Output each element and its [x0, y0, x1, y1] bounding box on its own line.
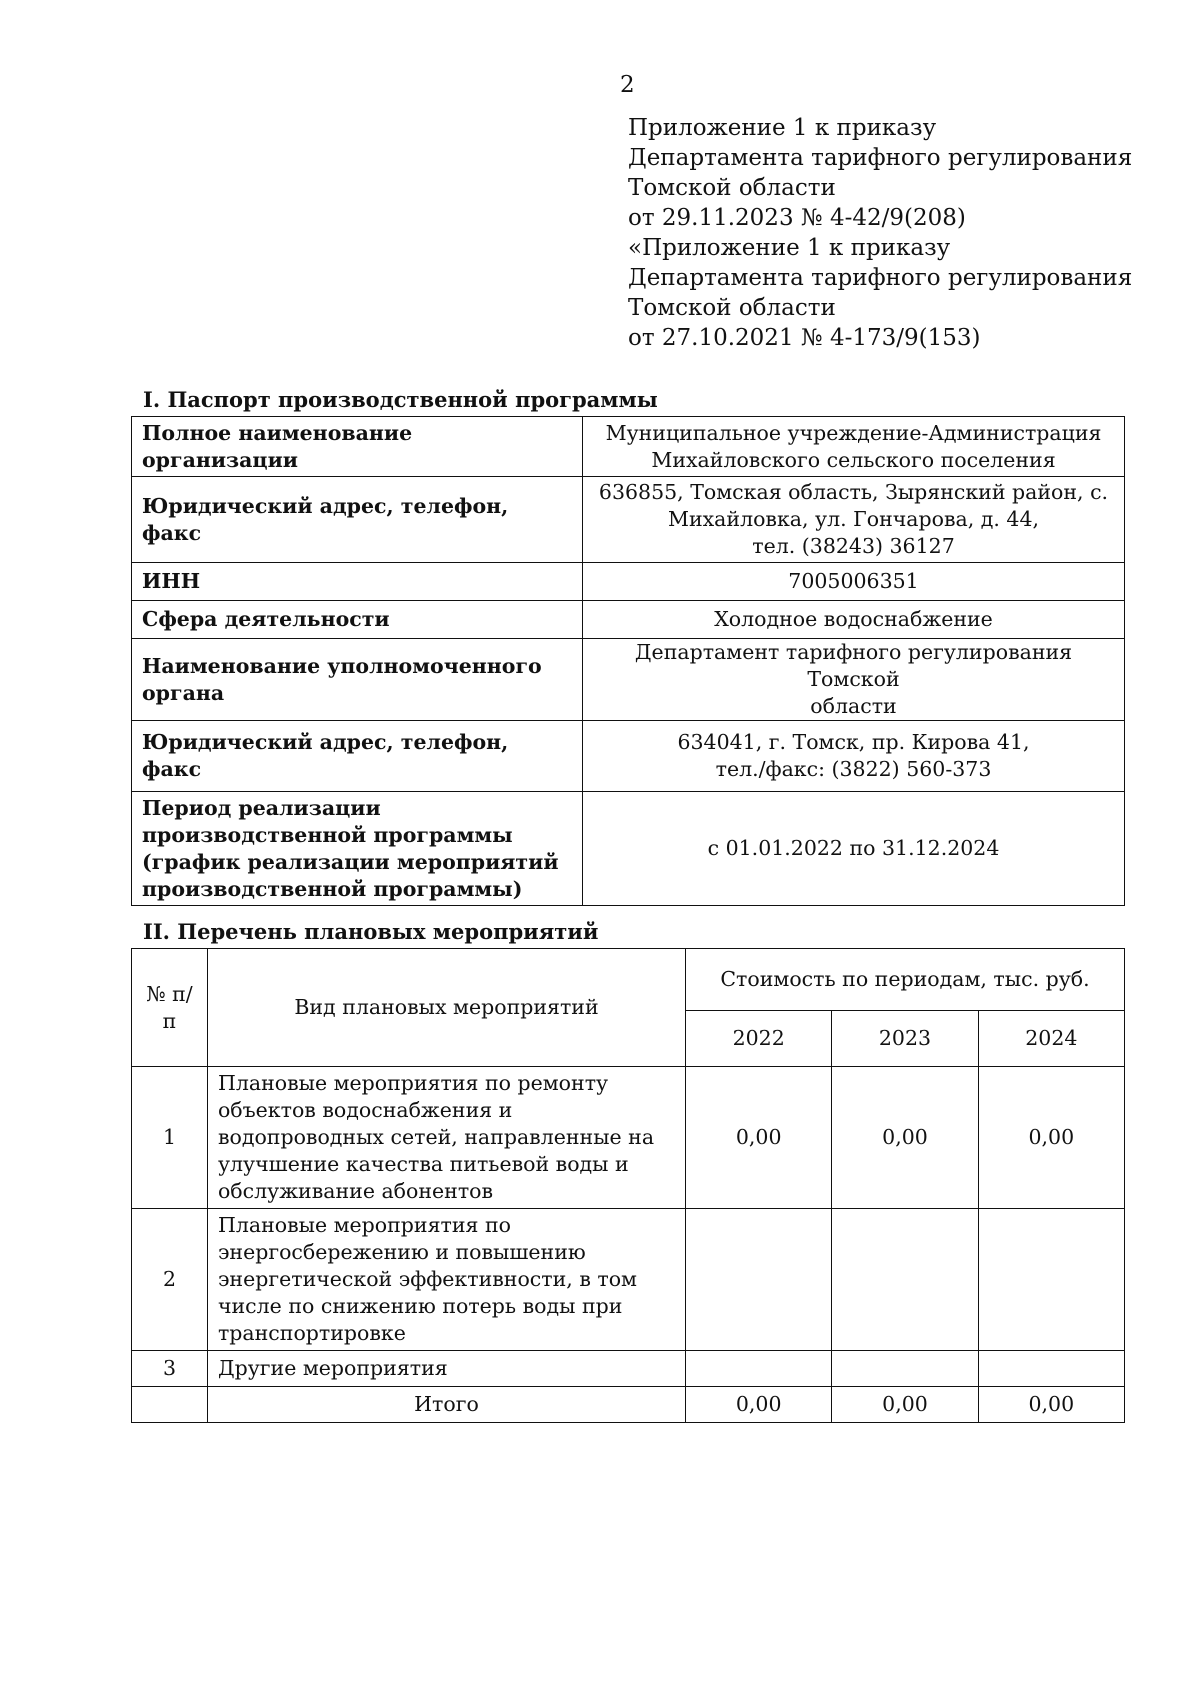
row-description: Плановые мероприятия по ремонту объектов водоснабжения и водопроводных сетей, направленные на улучшение качества питьевой воды и обслуживание абонентов	[207, 1067, 685, 1209]
header-line: Департамента тарифного регулирования	[628, 145, 1133, 171]
passport-label: Юридический адрес, телефон, факс	[132, 721, 583, 792]
row-value: 0,00	[832, 1067, 978, 1209]
total-empty-cell	[132, 1387, 208, 1423]
measures-section-title: II. Перечень плановых мероприятий	[143, 919, 599, 944]
header-line: «Приложение 1 к приказу	[628, 235, 951, 261]
total-label: Итого	[207, 1387, 685, 1423]
passport-table	[131, 416, 1125, 906]
header-line: Томской области	[628, 295, 836, 321]
passport-value	[583, 792, 1125, 906]
header-line: Томской области	[628, 175, 836, 201]
table-row	[132, 1351, 1125, 1387]
year-header: 2024	[978, 1011, 1124, 1067]
passport-value	[583, 721, 1125, 792]
year-header: 2022	[686, 1011, 832, 1067]
passport-value	[583, 601, 1125, 639]
passport-section-title: I. Паспорт производственной программы	[143, 387, 658, 412]
row-value	[832, 1209, 978, 1351]
header-line: от 29.11.2023 № 4-42/9(208)	[628, 205, 966, 231]
desc-header: Вид плановых мероприятий	[207, 949, 685, 1067]
row-number: 3	[132, 1351, 208, 1387]
page-number: 2	[620, 72, 635, 98]
header-line: Приложение 1 к приказу	[628, 115, 937, 141]
passport-row	[132, 792, 1125, 906]
passport-value	[583, 477, 1125, 563]
passport-row	[132, 477, 1125, 563]
value-line: Михайловка, ул. Гончарова, д. 44,	[667, 507, 1040, 531]
row-description: Плановые мероприятия по энергосбережению и повышению энергетической эффективности, в том числе по снижению потерь воды при транспортировке	[207, 1209, 685, 1351]
row-value	[686, 1351, 832, 1387]
value-line: тел. (38243) 36127	[752, 534, 955, 558]
passport-label: Наименование уполномоченного органа	[132, 639, 583, 721]
passport-label: Период реализации производственной программы (график реализации мероприятий производственной программы)	[132, 792, 583, 906]
passport-row	[132, 417, 1125, 477]
row-description: Другие мероприятия	[207, 1351, 685, 1387]
value-line: тел./факс: (3822) 560-373	[715, 757, 992, 781]
num-header: № п/п	[132, 949, 208, 1067]
row-value	[978, 1209, 1124, 1351]
value-line: 7005006351	[788, 569, 919, 593]
passport-label: Юридический адрес, телефон, факс	[132, 477, 583, 563]
table-row	[132, 1067, 1125, 1209]
total-value: 0,00	[832, 1387, 978, 1423]
row-value: 0,00	[978, 1067, 1124, 1209]
row-value: 0,00	[686, 1067, 832, 1209]
row-value	[832, 1351, 978, 1387]
row-number: 1	[132, 1067, 208, 1209]
row-value	[978, 1351, 1124, 1387]
passport-row	[132, 563, 1125, 601]
value-line: 634041, г. Томск, пр. Кирова 41,	[677, 730, 1030, 754]
order-header	[628, 113, 1168, 353]
passport-value	[583, 417, 1125, 477]
passport-row	[132, 639, 1125, 721]
value-line: с 01.01.2022 по 31.12.2024	[707, 836, 1000, 860]
table-row	[132, 1209, 1125, 1351]
header-line: Департамента тарифного регулирования	[628, 265, 1133, 291]
value-line: области	[810, 694, 897, 718]
value-line: 636855, Томская область, Зырянский район, с.	[598, 480, 1109, 504]
passport-row	[132, 721, 1125, 792]
year-header: 2023	[832, 1011, 978, 1067]
passport-label: Сфера деятельности	[132, 601, 583, 639]
measures-table	[131, 948, 1125, 1423]
passport-label: Полное наименование организации	[132, 417, 583, 477]
header-line: от 27.10.2021 № 4-173/9(153)	[628, 325, 981, 351]
value-line: Холодное водоснабжение	[714, 607, 993, 631]
passport-row	[132, 601, 1125, 639]
passport-label: ИНН	[132, 563, 583, 601]
row-value	[686, 1209, 832, 1351]
passport-value	[583, 639, 1125, 721]
cost-header: Стоимость по периодам, тыс. руб.	[686, 949, 1125, 1011]
total-value: 0,00	[686, 1387, 832, 1423]
passport-value	[583, 563, 1125, 601]
value-line: Департамент тарифного регулирования Томской	[634, 640, 1073, 691]
value-line: Михайловского сельского поселения	[651, 447, 1056, 472]
measures-header-row	[132, 949, 1125, 1011]
total-row	[132, 1387, 1125, 1423]
row-number: 2	[132, 1209, 208, 1351]
total-value: 0,00	[978, 1387, 1124, 1423]
value-line: Муниципальное учреждение-Администрация	[605, 420, 1102, 445]
